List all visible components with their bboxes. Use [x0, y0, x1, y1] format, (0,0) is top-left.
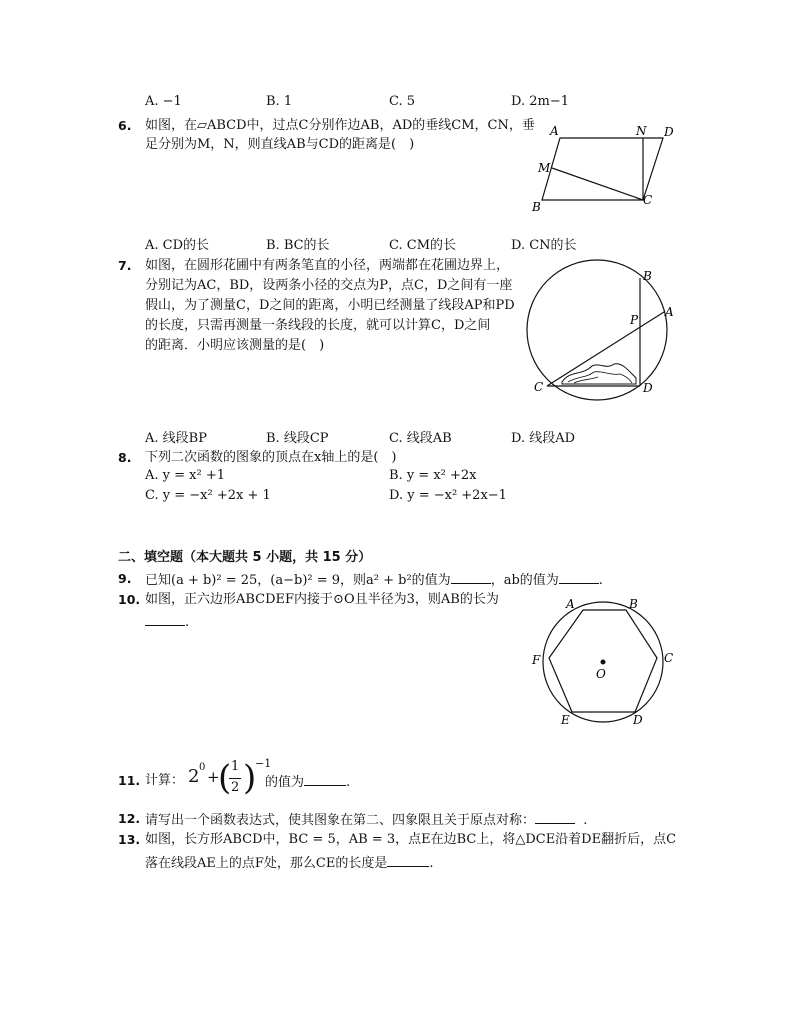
q10-blank[interactable] — [145, 611, 185, 626]
q10-label-d: D — [633, 713, 643, 726]
q7-label-a: A — [665, 305, 674, 319]
q11-fraction-bar — [229, 778, 241, 779]
q8-text: 下列二次函数的图象的顶点在x轴上的是( ) — [145, 450, 397, 465]
q7-line-3: 假山，为了测量C，D之间的距离，小明已经测量了线段AP和PD — [145, 298, 515, 313]
q10-end: . — [185, 615, 190, 630]
q10-hexagon-figure — [528, 596, 680, 726]
q12-text: 请写出一个函数表达式，使其图象在第二、四象限且关于原点对称： — [145, 813, 536, 828]
q10-label-c: C — [664, 651, 674, 665]
q12-end: . — [583, 813, 588, 828]
q7-label-c: C — [534, 380, 544, 394]
q11-left-paren: ( — [218, 758, 232, 798]
q11-exponent-neg-one: −1 — [255, 757, 272, 770]
q5-option-b: B. 1 — [266, 94, 293, 109]
q8-option-b: B. y = x² +2x — [389, 468, 477, 483]
q11-suffix: 的值为 — [265, 775, 305, 790]
q11-exponent-zero: 0 — [199, 762, 206, 773]
q7-number: 7. — [118, 258, 132, 273]
q9-number: 9. — [118, 571, 132, 586]
q10-number: 10. — [118, 592, 141, 607]
q6-option-b: B. BC的长 — [266, 238, 330, 253]
q12-blank[interactable] — [535, 809, 575, 824]
q8-option-a: A. y = x² +1 — [145, 468, 225, 483]
q11-number: 11. — [118, 773, 141, 788]
q12-line — [145, 809, 587, 830]
q6-label-d: D — [664, 125, 674, 139]
q9-line — [145, 569, 603, 590]
q11-plus: + — [207, 768, 220, 786]
q13-number: 13. — [118, 832, 141, 847]
q7-option-a: A. 线段BP — [145, 431, 207, 446]
q7-label-p: P — [630, 313, 639, 327]
q9-part-1: 已知(a + b)² = 25，(a−b)² = 9，则a² + b²的值为 — [145, 573, 451, 588]
q6-line-2: 足分别为M，N，则直线AB与CD的距离是( ) — [145, 137, 415, 152]
q13-blank[interactable] — [387, 852, 429, 867]
q13-line-1: 如图，长方形ABCD中，BC = 5，AB = 3，点E在边BC上，将△DCE沿着DE翻折后，点C — [145, 832, 677, 847]
q10-label-o: O — [596, 667, 606, 681]
q12-number: 12. — [118, 811, 141, 826]
q7-option-c: C. 线段AB — [389, 431, 452, 446]
q11-suffix-line — [265, 771, 350, 792]
q8-number: 8. — [118, 450, 132, 465]
q7-option-b: B. 线段CP — [266, 431, 329, 446]
q6-number: 6. — [118, 118, 132, 133]
q7-line-1: 如图，在圆形花圃中有两条笔直的小径，两端都在花圃边界上， — [145, 258, 510, 273]
q13-end: . — [429, 856, 434, 871]
q13-line-2-wrap — [145, 852, 433, 873]
q11-fraction-denominator: 2 — [231, 780, 240, 795]
q6-parallelogram-figure — [528, 120, 688, 215]
q7-line-5: 的距离．小明应该测量的是( ) — [145, 338, 325, 353]
q10-text: 如图，正六边形ABCDEF内接于⊙O且半径为3，则AB的长为 — [145, 592, 499, 607]
q11-right-paren: ) — [243, 758, 257, 798]
q9-blank-2[interactable] — [559, 569, 599, 584]
q7-label-b: B — [643, 269, 652, 283]
q10-label-f: F — [532, 653, 541, 667]
q6-option-d: D. CN的长 — [511, 238, 577, 253]
q13-line-2: 落在线段AE上的点F处，那么CE的长度是 — [145, 856, 388, 871]
q11-blank[interactable] — [304, 771, 346, 786]
q10-label-b: B — [629, 597, 638, 611]
q9-part-3: . — [598, 573, 603, 588]
section-2-title: 二、填空题（本大题共 5 小题，共 15 分） — [118, 550, 372, 565]
q7-circle-garden-figure — [522, 258, 682, 408]
q6-option-a: A. CD的长 — [145, 238, 210, 253]
q11-end: . — [346, 775, 351, 790]
q11-prefix: 计算： — [145, 773, 185, 788]
q11-fraction-numerator: 1 — [231, 759, 240, 774]
q7-option-d: D. 线段AD — [511, 431, 576, 446]
q11-base: 2 — [188, 766, 200, 787]
q5-option-a: A. −1 — [145, 94, 182, 109]
q10-label-a: A — [566, 597, 575, 611]
q7-label-d: D — [643, 381, 653, 395]
q6-label-c: C — [643, 193, 653, 207]
q5-option-d: D. 2m−1 — [511, 94, 569, 109]
q6-label-m: M — [538, 161, 551, 175]
q6-line-1: 如图，在▱ABCD中，过点C分别作边AB，AD的垂线CM，CN，垂 — [145, 118, 535, 133]
q6-label-n: N — [636, 124, 647, 138]
q7-line-4: 的长度，只需再测量一条线段的长度，就可以计算C，D之间 — [145, 318, 491, 333]
q5-option-c: C. 5 — [389, 94, 416, 109]
q7-line-2: 分别记为AC，BD，设两条小径的交点为P，点C，D之间有一座 — [145, 278, 513, 293]
q6-label-b: B — [532, 200, 541, 214]
q9-blank-1[interactable] — [451, 569, 491, 584]
q10-answer-line — [145, 611, 189, 632]
q8-option-c: C. y = −x² +2x + 1 — [145, 488, 271, 503]
q10-label-e: E — [561, 713, 570, 726]
q6-option-c: C. CM的长 — [389, 238, 457, 253]
q9-part-2: ，ab的值为 — [490, 573, 559, 588]
q8-option-d: D. y = −x² +2x−1 — [389, 488, 507, 503]
q6-label-a: A — [550, 124, 559, 138]
